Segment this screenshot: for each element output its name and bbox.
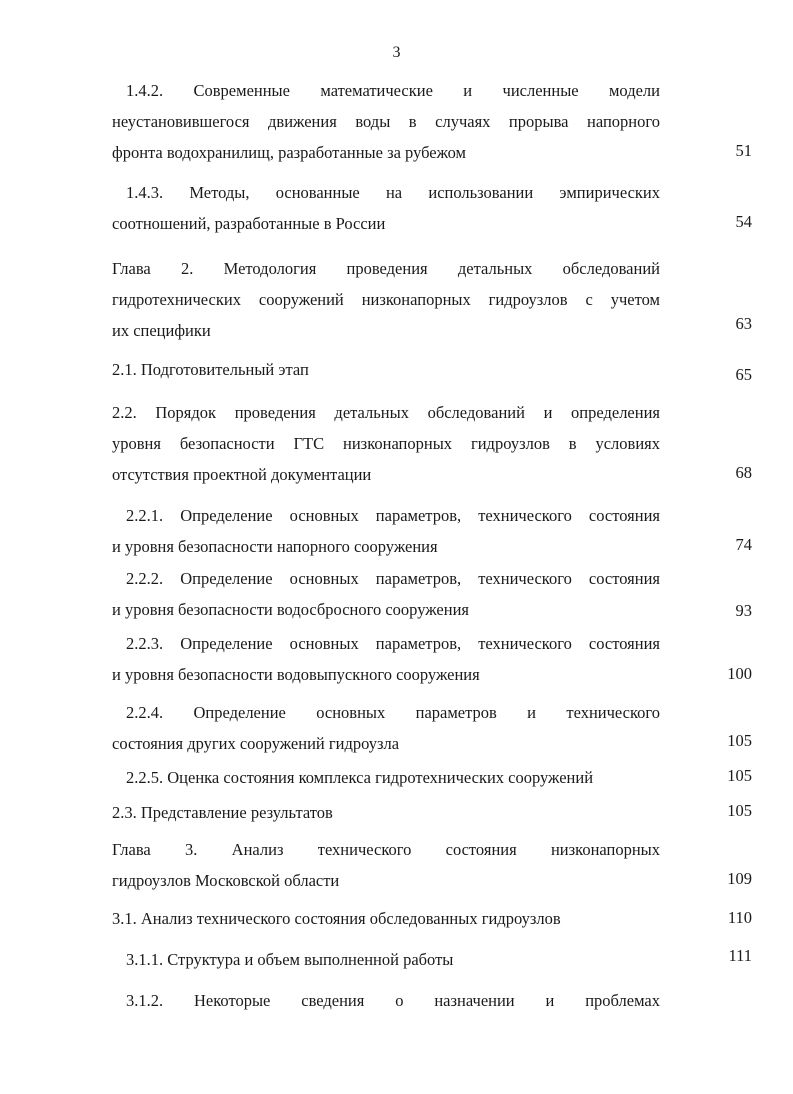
toc-entry-line: гидротехнических сооружений низконапорных гидроузлов с учетом — [112, 290, 660, 309]
toc-entry-line: Глава 3. Анализ технического состояния низконапорных — [112, 840, 660, 859]
toc-entry-line: неустановившегося движения воды в случаях прорыва напорного — [112, 112, 660, 131]
toc-entry-line: фронта водохранилищ, разработанные за рубежом — [112, 143, 466, 162]
toc-entry-line: состояния других сооружений гидроузла — [112, 734, 400, 753]
toc-entry-line: гидроузлов Московской области — [112, 871, 340, 890]
toc-entry-line: и уровня безопасности водосбросного сооружения — [112, 600, 469, 619]
toc-entry-line: и уровня безопасности водовыпускного сооружения — [112, 665, 480, 684]
toc-entry-line: 2.2.5. Оценка состояния комплекса гидротехнических сооружений — [126, 768, 594, 787]
toc-entry-line: соотношений, разработанные в России — [112, 214, 386, 233]
toc-entry-line: 2.1. Подготовительный этап — [112, 360, 309, 379]
toc-entry-line: 2.3. Представление результатов — [112, 803, 333, 822]
toc-page-number: 105 — [727, 766, 752, 785]
page-number: 3 — [392, 44, 401, 61]
toc-entry-line: 1.4.3. Методы, основанные на использовании эмпирических — [126, 183, 660, 202]
toc-page-number: 65 — [735, 365, 752, 384]
toc-page-number: 111 — [728, 946, 752, 965]
toc-page-number: 110 — [727, 908, 752, 927]
toc-entry-line: их специфики — [112, 321, 211, 340]
toc-page-number: 100 — [727, 664, 752, 683]
toc-page-number: 51 — [735, 141, 752, 160]
toc-page-number: 105 — [727, 801, 752, 820]
toc-page-number: 68 — [735, 463, 752, 482]
toc-entry-line: отсутствия проектной документации — [112, 465, 372, 484]
toc-entry-line: 2.2.4. Определение основных параметров и технического — [126, 703, 660, 722]
toc-entry-line: 2.2.1. Определение основных параметров, технического состояния — [126, 506, 660, 525]
toc-page-number: 63 — [735, 314, 752, 333]
toc-page-number: 105 — [727, 731, 752, 750]
toc-page-number: 109 — [727, 869, 752, 888]
toc-page-number — [700, 991, 752, 1011]
toc-entry-line: 3.1.2. Некоторые сведения о назначении и проблемах — [126, 991, 660, 1010]
toc-entry-line: Глава 2. Методология проведения детальных обследований — [112, 259, 660, 278]
toc-page-number: 74 — [735, 535, 752, 554]
toc-entry-line: уровня безопасности ГТС низконапорных гидроузлов в условиях — [112, 434, 660, 453]
toc-entry-line: 2.2.2. Определение основных параметров, технического состояния — [126, 569, 660, 588]
toc-entry-line: 2.2. Порядок проведения детальных обследований и определения — [112, 403, 660, 422]
toc-entry-line: 1.4.2. Современные математические и численные модели — [126, 81, 660, 100]
toc-page-number: 54 — [735, 212, 752, 231]
toc-entry-line: и уровня безопасности напорного сооружения — [112, 537, 438, 556]
toc-page-number: 93 — [735, 601, 752, 620]
toc-entry-line: 2.2.3. Определение основных параметров, технического состояния — [126, 634, 660, 653]
toc-entry-line: 3.1. Анализ технического состояния обследованных гидроузлов — [112, 909, 561, 928]
toc-entry-line: 3.1.1. Структура и объем выполненной работы — [126, 950, 454, 969]
